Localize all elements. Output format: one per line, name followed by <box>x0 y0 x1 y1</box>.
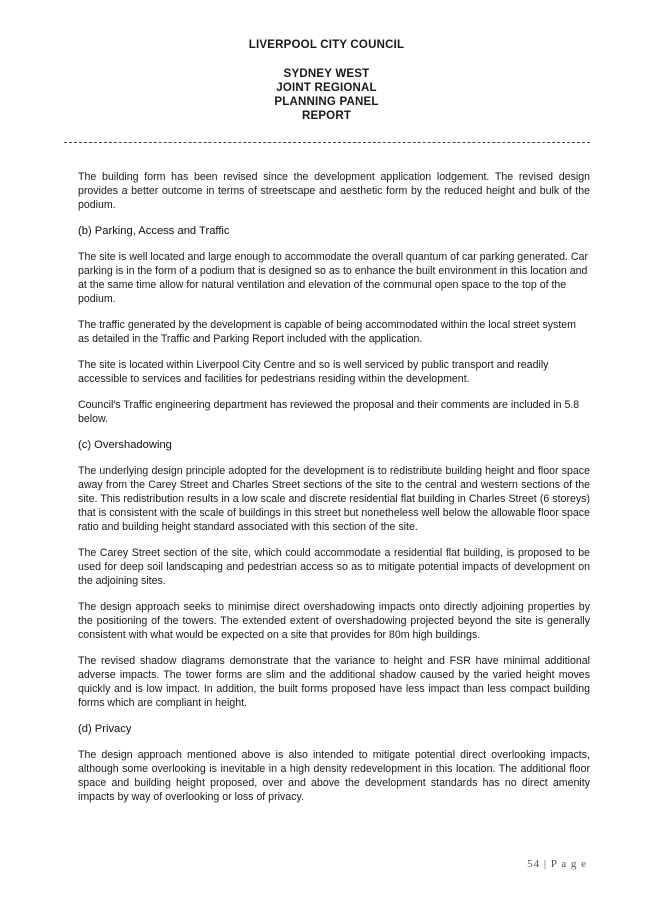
report-title-line-2: JOINT REGIONAL <box>276 82 377 94</box>
report-title-line-3: PLANNING PANEL <box>274 96 379 108</box>
paragraph: The site is well located and large enough to accommodate the overall quantum of car parking generated. Car parking is in the form of a podium that is designed so as to enhance the built environment in this location and at the same time allow for natural ventilation and elevation of the communal open space to the top of the podium. <box>78 251 588 305</box>
section-heading-parking: (b) Parking, Access and Traffic <box>78 225 230 237</box>
report-title-line-4: REPORT <box>301 110 352 122</box>
paragraph: The traffic generated by the development is capable of being accommodated within the local street system as detailed in the Traffic and Parking Report included with the application. <box>78 319 576 345</box>
paragraph: The design approach seeks to minimise direct overshadowing impacts onto directly adjoining properties by the positioning of the towers. The extended extent of overshadowing projected beyond the site is generally consistent with what would be expected on a site that provides for 80m high buildings. <box>78 601 590 641</box>
paragraph: The underlying design principle adopted for the development is to redistribute building height and floor space away from the Carey Street and Charles Street sections of the site to the central and western sections of the site. This redistribution results in a low scale and discrete residential flat building in Charles Street (6 storeys) that is consistent with the scale of buildings in this street but nonetheless well below the allowable floor space ratio and building height standard associated with this section of the site. <box>78 465 590 533</box>
page-number: 54 | P a g e <box>527 858 587 870</box>
paragraph: Council's Traffic engineering department has reviewed the proposal and their comments are included in 5.8 below. <box>78 399 580 425</box>
report-header <box>0 38 653 123</box>
paragraph: The Carey Street section of the site, which could accommodate a residential flat building, is proposed to be used for deep soil landscaping and pedestrian access so as to mitigate potential impacts of development on the adjoining sites. <box>78 547 590 587</box>
section-heading-privacy: (d) Privacy <box>78 723 132 735</box>
header-divider <box>64 142 590 143</box>
paragraph: The design approach mentioned above is also intended to mitigate potential direct overlooking impacts, although some overlooking is inevitable in a high density redevelopment in this location. The additional floor space and building height proposed, over and above the development standards has no direct amenity impacts by way of overlooking or loss of privacy. <box>78 749 590 803</box>
paragraph: The site is located within Liverpool City Centre and so is well serviced by public transport and readily accessible to services and facilities for pedestrians residing within the development. <box>78 359 549 385</box>
paragraph: The revised shadow diagrams demonstrate that the variance to height and FSR have minimal additional adverse impacts. The tower forms are slim and the additional shadow caused by the varied height moves quickly and is low impact. In addition, the built forms proposed have less impact than less compact building forms which are compliant in height. <box>78 655 590 709</box>
report-title-line-1: SYDNEY WEST <box>283 68 370 80</box>
council-name: LIVERPOOL CITY COUNCIL <box>248 39 405 51</box>
section-heading-overshadowing: (c) Overshadowing <box>78 439 172 451</box>
report-body <box>78 170 590 816</box>
paragraph: The building form has been revised since the development application lodgement. The revised design provides a better outcome in terms of streetscape and aesthetic form by the reduced height and bulk of the podium. <box>78 171 590 211</box>
